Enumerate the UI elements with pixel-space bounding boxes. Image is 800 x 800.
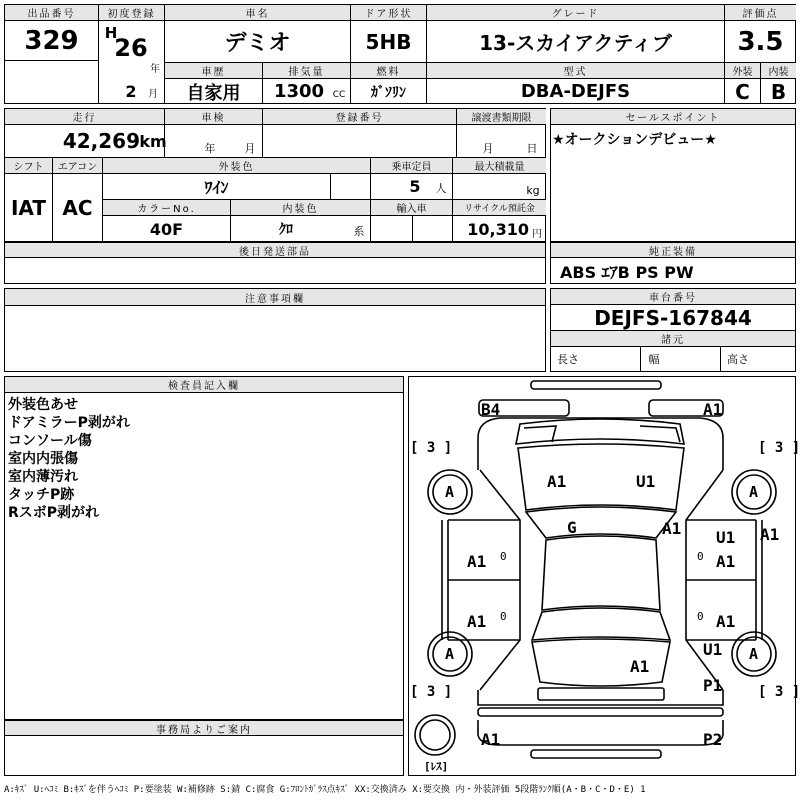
inspection-label: 車検 (165, 109, 262, 124)
rear-bumper-left-mark: A1 (481, 730, 501, 749)
rear-left-tire-mark: A (445, 645, 455, 663)
left-rear-door-mark: A1 (467, 612, 487, 631)
exterior-color: ﾜｲﾝ (204, 178, 229, 197)
lot-number-label: 出品番号 (5, 5, 98, 20)
transfer-deadline-label: 譲渡書類期限 (457, 109, 546, 124)
genuine-equipment: ABS ｴｱB PS PW (560, 262, 694, 282)
model-code-label: 型式 (427, 63, 724, 78)
hood-right-mark: U1 (636, 472, 656, 491)
inspector-note: RスボP剥がれ (8, 505, 100, 521)
right-fender-a-mark: A1 (716, 552, 736, 571)
recycle-fee-unit: 円 (532, 228, 542, 240)
year-unit: 年 (150, 63, 160, 75)
score-label: 評価点 (725, 5, 796, 20)
grade: 13-スカイアクティブ (479, 31, 672, 55)
right-edge-mark: A1 (760, 525, 780, 544)
registration-number-label: 登録番号 (263, 109, 456, 124)
inspection-month-unit: 月 (244, 142, 256, 155)
inspector-note: 室内内張傷 (8, 451, 78, 467)
displacement-label: 排気量 (263, 63, 350, 78)
vehicle-history: 自家用 (186, 82, 241, 104)
fuel: ｶﾞｿﾘﾝ (371, 84, 406, 101)
mileage-unit: km (139, 131, 167, 151)
spare-tire-label: [ﾚｽ] (424, 760, 449, 773)
front-bumper-left-mark: B4 (481, 400, 501, 419)
exterior-color-label: 外装色 (103, 158, 370, 173)
recycle-fee: 10,310 (467, 219, 529, 239)
displacement-unit: CC (332, 90, 346, 100)
length-label: 長さ (557, 353, 579, 366)
sales-point-label: セールスポイント (551, 109, 795, 124)
model-code: DBA-DEJFS (520, 81, 631, 102)
history-label: 車歴 (165, 63, 262, 78)
door-type-label: ドア形状 (351, 5, 426, 20)
transfer-month-unit: 月 (482, 142, 494, 155)
right-rear-door-mark: A1 (716, 612, 736, 631)
chassis-number-label: 車台番号 (551, 289, 795, 304)
inspector-note: ドアミラーP剥がれ (8, 415, 130, 431)
damage-legend: A:ｷｽﾞ U:ﾍｺﾐ B:ｷｽﾞを伴うﾍｺﾐ P:要塗装 W:補修跡 S:錆 C:腐食 G:ﾌﾛﾝﾄｶﾞﾗｽ点ｷｽﾞ XX:交換済み X:要交換 内・外装評価 5段階ﾗﾝｸ順(A・B・C・D・E) 1 (4, 784, 646, 795)
left-rear-door-sub-mark: 0 (500, 610, 507, 623)
left-front-door-mark: A1 (467, 552, 487, 571)
registration-year: 26 (114, 34, 148, 62)
aircon: AC (62, 196, 93, 220)
windshield-mark: G (567, 518, 577, 537)
mileage: 42,269 (62, 129, 140, 153)
inspector-note: 室内薄汚れ (8, 469, 78, 485)
right-quarter-u-mark: U1 (703, 640, 723, 659)
right-front-tread-bracket: [ 3 ] (758, 440, 800, 456)
right-rear-tread-bracket: [ 3 ] (758, 684, 800, 700)
exterior-grade-label: 外装 (725, 63, 760, 78)
lot-number: 329 (24, 25, 79, 56)
door-type: 5HB (365, 29, 412, 54)
shift: IAT (10, 196, 46, 220)
color-number-label: カラーNo. (103, 200, 230, 215)
later-shipping-label: 後日発送部品 (5, 243, 545, 257)
caution-label: 注意事項欄 (5, 289, 545, 305)
era-letter: H (104, 24, 118, 42)
car-outline-diagram (408, 376, 796, 776)
inspector-note: タッチP跡 (8, 487, 75, 503)
max-load-unit: kg (526, 183, 540, 197)
interior-color-label: 内装色 (231, 200, 370, 215)
first-registration-label: 初度登録 (99, 5, 164, 20)
month-unit: 月 (148, 88, 158, 100)
import-label: 輸入車 (371, 200, 452, 215)
car-name-label: 車名 (165, 5, 350, 20)
left-rear-tread-bracket: [ 3 ] (410, 684, 453, 700)
interior-grade-label: 内装 (761, 63, 796, 78)
left-front-door-sub-mark: 0 (500, 550, 507, 563)
right-quarter-p-mark: P1 (703, 676, 723, 695)
left-front-tread-bracket: [ 3 ] (410, 440, 453, 456)
sales-point: ★オークションデビュー★ (552, 132, 717, 148)
transfer-day-unit: 日 (526, 142, 538, 155)
interior-color-unit: 系 (353, 225, 365, 238)
seating-unit: 人 (435, 182, 447, 195)
inspection-year-unit: 年 (204, 142, 216, 155)
right-pillar-mark: A1 (662, 519, 682, 538)
max-load-label: 最大積載量 (453, 158, 546, 173)
grade-label: グレード (427, 5, 724, 20)
displacement: 1300 (273, 81, 325, 102)
aircon-label: エアコン (53, 158, 102, 173)
car-name: デミオ (224, 31, 291, 56)
width-label: 幅 (648, 353, 660, 366)
office-notice-label: 事務局よりご案内 (5, 721, 403, 735)
hood-left-mark: A1 (547, 472, 567, 491)
recycle-fee-label: リサイクル預託金 (453, 200, 546, 215)
rear-bumper-right-mark: P2 (703, 730, 723, 749)
mileage-label: 走行 (5, 109, 164, 124)
chassis-number: DEJFS-167844 (594, 305, 752, 330)
inspector-note: コンソール傷 (8, 433, 92, 449)
specs-label: 諸元 (551, 331, 795, 346)
rear-right-tire-mark: A (749, 645, 759, 663)
front-left-tire-mark: A (445, 483, 455, 501)
right-fender-u-mark: U1 (716, 528, 736, 547)
right-front-door-sub-mark: 0 (697, 550, 704, 563)
front-right-tire-mark: A (749, 483, 759, 501)
inspector-note: 外装色あせ (8, 397, 78, 413)
interior-color: ｸﾛ (279, 222, 293, 238)
registration-month: 2 (125, 81, 137, 101)
shift-label: シフト (5, 158, 52, 173)
height-label: 高さ (727, 353, 749, 366)
overall-score: 3.5 (737, 26, 784, 57)
interior-grade: B (770, 79, 787, 104)
fuel-label: 燃料 (351, 63, 426, 78)
seating-label: 乗車定員 (371, 158, 452, 173)
seating-capacity: 5 (409, 177, 421, 196)
genuine-equipment-label: 純正装備 (551, 243, 795, 257)
inspector-notes-label: 検査員記入欄 (5, 377, 403, 392)
exterior-grade: C (735, 79, 750, 104)
front-bumper-right-mark: A1 (703, 400, 723, 419)
trunk-mark: A1 (630, 657, 650, 676)
right-rear-door-sub-mark: 0 (697, 610, 704, 623)
color-number: 40F (149, 219, 184, 239)
